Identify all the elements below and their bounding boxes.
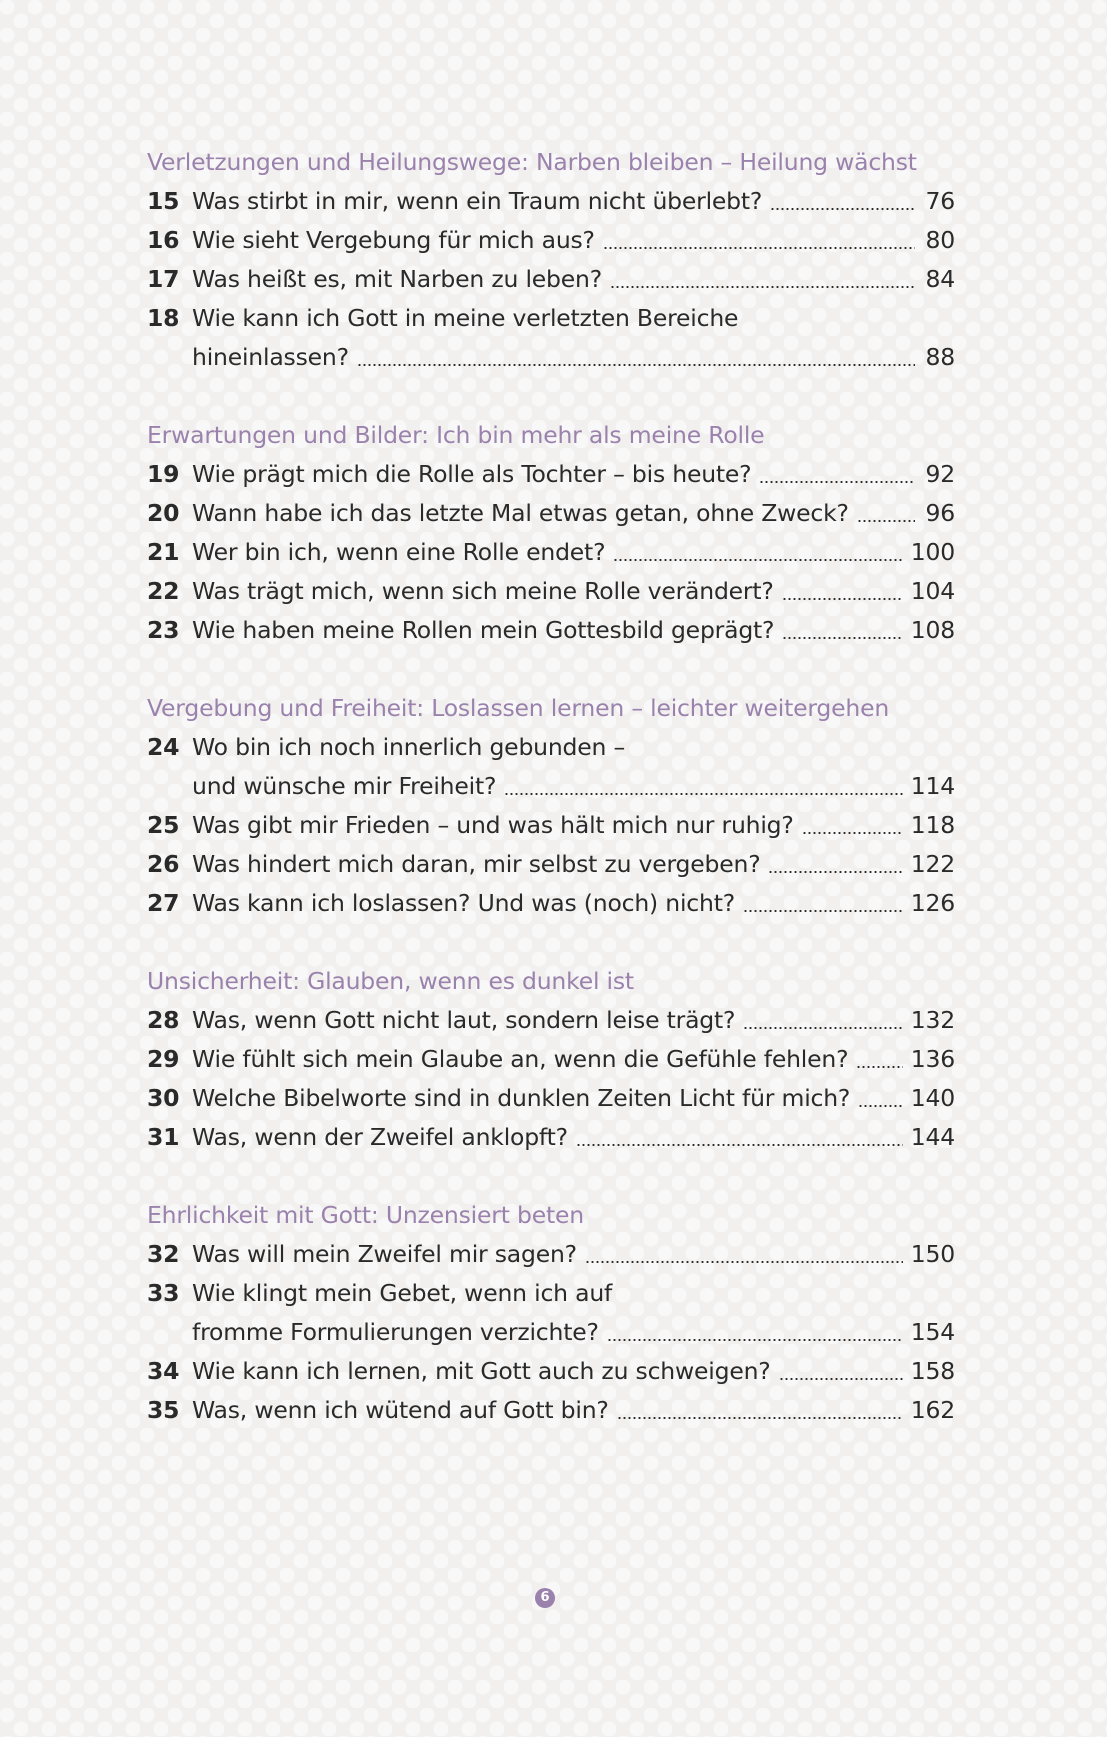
section-title: Erwartungen und Bilder: Ich bin mehr als meine Rolle [147, 421, 765, 449]
toc-entry[interactable] [147, 728, 955, 806]
entry-body [192, 806, 955, 845]
page-reference: 100 [910, 538, 955, 566]
toc-entry[interactable] [147, 1352, 955, 1391]
toc-entry[interactable] [147, 533, 955, 572]
dot-leader [607, 1339, 903, 1341]
toc-section [147, 143, 955, 377]
toc-entry[interactable] [147, 260, 955, 299]
entry-line [192, 884, 955, 923]
entry-title: Wo bin ich noch innerlich gebunden – [192, 733, 626, 761]
page-reference: 126 [910, 889, 955, 917]
entry-body [192, 1079, 955, 1118]
entry-title: Wie fühlt sich mein Glaube an, wenn die Gefühle fehlen? [192, 1045, 849, 1073]
chapter-number: 19 [147, 460, 180, 488]
dot-leader [770, 208, 915, 210]
dot-leader [504, 793, 903, 795]
page-reference: 104 [910, 577, 955, 605]
entry-line [192, 1079, 955, 1118]
page-reference: 96 [925, 499, 955, 527]
entry-line [192, 455, 955, 494]
toc-entry[interactable] [147, 182, 955, 221]
entry-body [192, 455, 955, 494]
page-reference: 80 [925, 226, 955, 254]
entry-title: Was trägt mich, wenn sich meine Rolle verändert? [192, 577, 774, 605]
toc-entry[interactable] [147, 806, 955, 845]
entry-line [192, 494, 955, 533]
dot-leader [357, 364, 915, 366]
dot-leader [858, 1105, 903, 1107]
toc-entry[interactable] [147, 611, 955, 650]
entry-line [192, 806, 955, 845]
entry-title: Was kann ich loslassen? Und was (noch) nicht? [192, 889, 736, 917]
page-reference: 154 [910, 1318, 955, 1346]
section-title: Verletzungen und Heilungswege: Narben bleiben – Heilung wächst [147, 148, 917, 176]
chapter-number: 16 [147, 226, 180, 254]
entry-line [192, 533, 955, 572]
entry-line [192, 338, 955, 377]
dot-leader [576, 1144, 903, 1146]
entry-line [192, 767, 955, 806]
entry-line [192, 182, 955, 221]
table-of-contents [147, 143, 955, 1469]
entry-title: Was hindert mich daran, mir selbst zu vergeben? [192, 850, 761, 878]
entry-body [192, 1001, 955, 1040]
page-reference: 122 [910, 850, 955, 878]
dot-leader [782, 598, 903, 600]
toc-section [147, 962, 955, 1157]
chapter-number: 34 [147, 1357, 180, 1385]
chapter-number: 31 [147, 1123, 180, 1151]
section-title: Unsicherheit: Glauben, wenn es dunkel ist [147, 967, 634, 995]
dot-leader [585, 1261, 903, 1263]
entry-body [192, 1118, 955, 1157]
toc-entry[interactable] [147, 1274, 955, 1352]
dot-leader [857, 520, 915, 522]
entry-title: Was, wenn Gott nicht laut, sondern leise trägt? [192, 1006, 736, 1034]
dot-leader [779, 1378, 903, 1380]
entry-body [192, 1235, 955, 1274]
page-reference: 158 [910, 1357, 955, 1385]
chapter-number: 17 [147, 265, 180, 293]
chapter-number: 32 [147, 1240, 180, 1268]
dot-leader [613, 559, 902, 561]
page-reference: 92 [925, 460, 955, 488]
entry-title: Wie kann ich Gott in meine verletzten Bereiche [192, 304, 739, 332]
entry-line [192, 1118, 955, 1157]
chapter-number: 15 [147, 187, 180, 215]
toc-entry[interactable] [147, 494, 955, 533]
entry-title: Was stirbt in mir, wenn ein Traum nicht überlebt? [192, 187, 763, 215]
entry-body [192, 728, 955, 806]
entry-line [192, 1391, 955, 1430]
chapter-number: 25 [147, 811, 180, 839]
entry-body [192, 182, 955, 221]
toc-entry[interactable] [147, 1391, 955, 1430]
entry-line [192, 845, 955, 884]
toc-section [147, 1196, 955, 1430]
page-reference: 118 [910, 811, 955, 839]
entry-title: Wie prägt mich die Rolle als Tochter – bis heute? [192, 460, 752, 488]
entry-line [192, 260, 955, 299]
entry-body [192, 221, 955, 260]
toc-entry[interactable] [147, 572, 955, 611]
dot-leader [743, 910, 903, 912]
chapter-number: 35 [147, 1396, 180, 1424]
toc-entry[interactable] [147, 455, 955, 494]
dot-leader [782, 637, 902, 639]
entry-title: Was will mein Zweifel mir sagen? [192, 1240, 577, 1268]
page-reference: 84 [925, 265, 955, 293]
page-reference: 76 [925, 187, 955, 215]
dot-leader [610, 286, 915, 288]
entry-title: Was heißt es, mit Narben zu leben? [192, 265, 602, 293]
page-number-badge: 6 [535, 1588, 555, 1608]
page-reference: 150 [910, 1240, 955, 1268]
toc-entry[interactable] [147, 221, 955, 260]
chapter-number: 33 [147, 1279, 180, 1307]
chapter-number: 20 [147, 499, 180, 527]
entry-body [192, 845, 955, 884]
page-reference: 132 [910, 1006, 955, 1034]
entry-title: Was, wenn der Zweifel anklopft? [192, 1123, 568, 1151]
chapter-number: 22 [147, 577, 180, 605]
toc-entry[interactable] [147, 1001, 955, 1040]
page-reference: 162 [910, 1396, 955, 1424]
entry-line [192, 1001, 955, 1040]
entry-title: Wie haben meine Rollen mein Gottesbild geprägt? [192, 616, 775, 644]
entry-line [192, 1274, 955, 1313]
entry-title: Welche Bibelworte sind in dunklen Zeiten Licht für mich? [192, 1084, 851, 1112]
dot-leader [759, 481, 915, 483]
dot-leader [603, 247, 915, 249]
entry-title: und wünsche mir Freiheit? [192, 772, 497, 800]
entry-title: Wann habe ich das letzte Mal etwas getan, ohne Zweck? [192, 499, 849, 527]
page-reference: 114 [910, 772, 955, 800]
chapter-number: 21 [147, 538, 180, 566]
entry-title: Wie sieht Vergebung für mich aus? [192, 226, 595, 254]
entry-body [192, 884, 955, 923]
page-reference: 88 [925, 343, 955, 371]
entry-line [192, 1235, 955, 1274]
dot-leader [802, 832, 903, 834]
toc-entry[interactable] [147, 845, 955, 884]
toc-entry[interactable] [147, 1118, 955, 1157]
section-title: Vergebung und Freiheit: Loslassen lernen – leichter weitergehen [147, 694, 890, 722]
chapter-number: 26 [147, 850, 180, 878]
section-title: Ehrlichkeit mit Gott: Unzensiert beten [147, 1201, 584, 1229]
entry-body [192, 1391, 955, 1430]
entry-title: fromme Formulierungen verzichte? [192, 1318, 599, 1346]
toc-entry[interactable] [147, 1235, 955, 1274]
entry-line [192, 572, 955, 611]
chapter-number: 28 [147, 1006, 180, 1034]
entry-body [192, 1040, 955, 1079]
page-reference: 108 [910, 616, 955, 644]
entry-body [192, 1352, 955, 1391]
page-reference: 136 [910, 1045, 955, 1073]
entry-line [192, 1313, 955, 1352]
chapter-number: 24 [147, 733, 180, 761]
entry-title: Was gibt mir Frieden – und was hält mich nur ruhig? [192, 811, 794, 839]
entry-body [192, 533, 955, 572]
toc-section [147, 689, 955, 923]
toc-entry[interactable] [147, 1079, 955, 1118]
toc-section [147, 416, 955, 650]
chapter-number: 23 [147, 616, 180, 644]
entry-title: hineinlassen? [192, 343, 349, 371]
entry-line [192, 1040, 955, 1079]
entry-line [192, 728, 955, 767]
entry-body [192, 299, 955, 377]
dot-leader [743, 1027, 902, 1029]
entry-title: Wer bin ich, wenn eine Rolle endet? [192, 538, 606, 566]
page-reference: 144 [910, 1123, 955, 1151]
entry-line [192, 299, 955, 338]
dot-leader [856, 1066, 902, 1068]
entry-body [192, 260, 955, 299]
chapter-number: 27 [147, 889, 180, 917]
entry-title: Wie kann ich lernen, mit Gott auch zu schweigen? [192, 1357, 771, 1385]
entry-line [192, 611, 955, 650]
entry-body [192, 572, 955, 611]
entry-line [192, 221, 955, 260]
chapter-number: 29 [147, 1045, 180, 1073]
dot-leader [617, 1417, 903, 1419]
toc-entry[interactable] [147, 1040, 955, 1079]
toc-entry[interactable] [147, 884, 955, 923]
entry-title: Was, wenn ich wütend auf Gott bin? [192, 1396, 609, 1424]
dot-leader [768, 871, 902, 873]
entry-body [192, 1274, 955, 1352]
entry-body [192, 611, 955, 650]
entry-body [192, 494, 955, 533]
toc-entry[interactable] [147, 299, 955, 377]
page-reference: 140 [910, 1084, 955, 1112]
entry-line [192, 1352, 955, 1391]
chapter-number: 18 [147, 304, 180, 332]
chapter-number: 30 [147, 1084, 180, 1112]
entry-title: Wie klingt mein Gebet, wenn ich auf [192, 1279, 613, 1307]
